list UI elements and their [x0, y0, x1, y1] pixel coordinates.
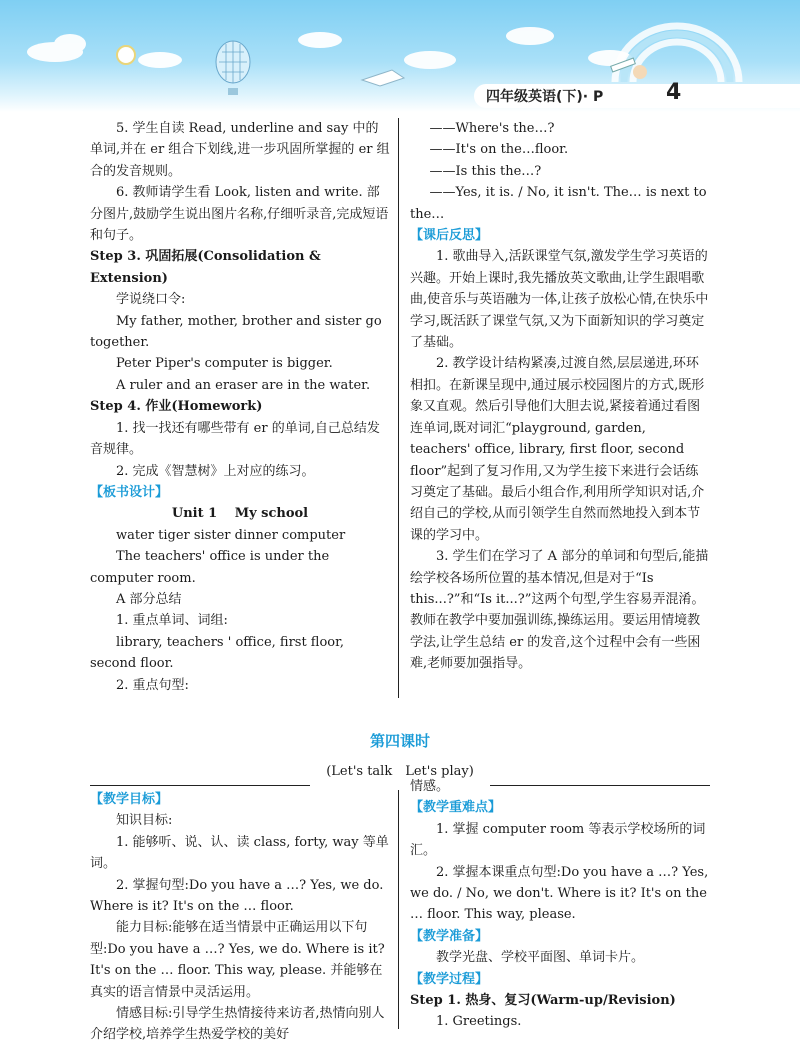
paragraph: 1. 找一找还有哪些带有 er 的单词,自己总结发音规律。 [90, 420, 380, 458]
step-heading: Step 3. 巩固拓展(Consolidation & Extension) [90, 249, 321, 286]
section-tag: 【教学准备】 [410, 928, 489, 944]
glider-icon [362, 70, 404, 86]
page-number: 4 [666, 80, 682, 105]
paragraph: 1. Greetings. [436, 1014, 522, 1030]
board-title: Unit 1 My school [171, 506, 309, 522]
paragraph: 学说绕口令: [116, 292, 186, 308]
step-heading: Step 1. 热身、复习(Warm-up/Revision) [410, 993, 676, 1009]
paragraph: 1. 重点单词、词组: [116, 613, 228, 629]
column-divider [398, 118, 399, 698]
top-left-column [90, 118, 390, 696]
header-title: 四年级英语(下)· P [486, 89, 604, 105]
sun-icon [117, 46, 135, 64]
paragraph: A 部分总结 [116, 591, 182, 607]
paragraph: 1. 能够听、说、认、读 class, forty, way 等单词。 [90, 834, 389, 872]
paragraph: A ruler and an eraser are in the water. [116, 377, 371, 393]
paragraph: 2. 掌握句型:Do you have a …? Yes, we do. Where is it? It's on the … floor. [90, 877, 384, 915]
paragraph: 2. 重点句型: [116, 677, 189, 693]
bottom-right-column [410, 776, 710, 1033]
paragraph: 1. 歌曲导入,活跃课堂气氛,激发学生学习英语的兴趣。开始上课时,我先播放英文歌曲,让学生跟唱歌曲,使音乐与英语融为一体,让孩子放松心情,在快乐中学习,既活跃了课堂气氛,又为下面新知识的学习奠定了基础。 [410, 249, 709, 351]
paragraph: Peter Piper's computer is bigger. [116, 356, 333, 372]
lesson-subtitle: (Let's talk Let's play) [326, 764, 474, 779]
dialogue-line: ——Yes, it is. / No, it isn't. The… is next to the… [410, 185, 707, 222]
section-tag: 【板书设计】 [90, 484, 169, 500]
section-tag: 【教学重难点】 [410, 800, 502, 816]
top-right-column [410, 118, 710, 675]
paragraph: library, teachers ' office, first floor, second floor. [90, 634, 345, 672]
paragraph: 知识目标: [116, 813, 173, 829]
dialogue-line: ——Where's the…? [429, 121, 555, 136]
paragraph: 5. 学生自读 Read, underline and say 中的单词,并在 er 组合下划线,进一步巩固所掌握的 er 组合的发音规则。 [90, 121, 390, 179]
paragraph: 情感。 [410, 779, 450, 794]
section-tag: 【教学目标】 [90, 792, 169, 807]
paragraph: 教学光盘、学校平面图、单词卡片。 [436, 950, 645, 966]
bottom-left-column [90, 789, 390, 1046]
hot-air-balloon-icon [216, 41, 250, 95]
paragraph: 2. 掌握本课重点句型:Do you have a …? Yes, we do. / No, we don't. Where is it? It's on the … floor. This way, please. [410, 864, 709, 923]
lesson-title: 第四课时 [369, 732, 430, 750]
paragraph: 能力目标:能够在适当情景中正确运用以下句型:Do you have a …? Yes, we do. Where is it? It's on the … floor. This way, please. 并能够在真实的语言情景中灵活运用。 [90, 920, 385, 1000]
rule-left [90, 785, 310, 786]
paragraph: 2. 教学设计结构紧凑,过渡自然,层层递进,环环相扣。在新课呈现中,通过展示校园图片的方式,既形象又直观。然后引导他们大胆去说,紧接着通过看图连单词,既对词汇“playground, garden, teachers' office, library, first floor, second floor”起到了复习作用,又为学生接下来进行会话练习奠定了基础。最后小组合作,利用所学知识对话,介绍自己的学校,从而引领学生自然而然地投入到本节课的学习中。 [410, 356, 705, 543]
paragraph: 情感目标:引导学生热情接待来访者,热情向别人介绍学校,培养学生热爱学校的美好 [90, 1006, 385, 1043]
section-tag: 【课后反思】 [410, 228, 489, 244]
cloud-icon [27, 27, 632, 69]
paragraph: 1. 掌握 computer room 等表示学校场所的词汇。 [410, 821, 706, 859]
section-tag: 【教学过程】 [410, 971, 489, 987]
column-divider [398, 790, 399, 1029]
paragraph: 2. 完成《智慧树》上对应的练习。 [116, 463, 315, 479]
step-heading: Step 4. 作业(Homework) [90, 399, 263, 415]
paragraph: The teachers' office is under the computer room. [90, 549, 330, 586]
paragraph: 3. 学生们在学习了 A 部分的单词和句型后,能描绘学校各场所位置的基本情况,但是对于“Is this...?”和“Is it...?”这两个句型,学生容易弄混淆。教师在教学中要加强训练,操练运用。要运用情境教学法,让学生总结 er 的发音,这个过程中会有一些困难,老师要加强指导。 [410, 549, 709, 672]
paragraph: water tiger sister dinner computer [116, 527, 346, 543]
dialogue-line: ——It's on the…floor. [429, 142, 569, 158]
paragraph: 6. 教师请学生看 Look, listen and write. 部分图片,鼓励学生说出图片名称,仔细听录音,完成短语和句子。 [90, 185, 389, 244]
dialogue-line: ——Is this the…? [429, 163, 542, 179]
paragraph: My father, mother, brother and sister go together. [90, 313, 382, 351]
